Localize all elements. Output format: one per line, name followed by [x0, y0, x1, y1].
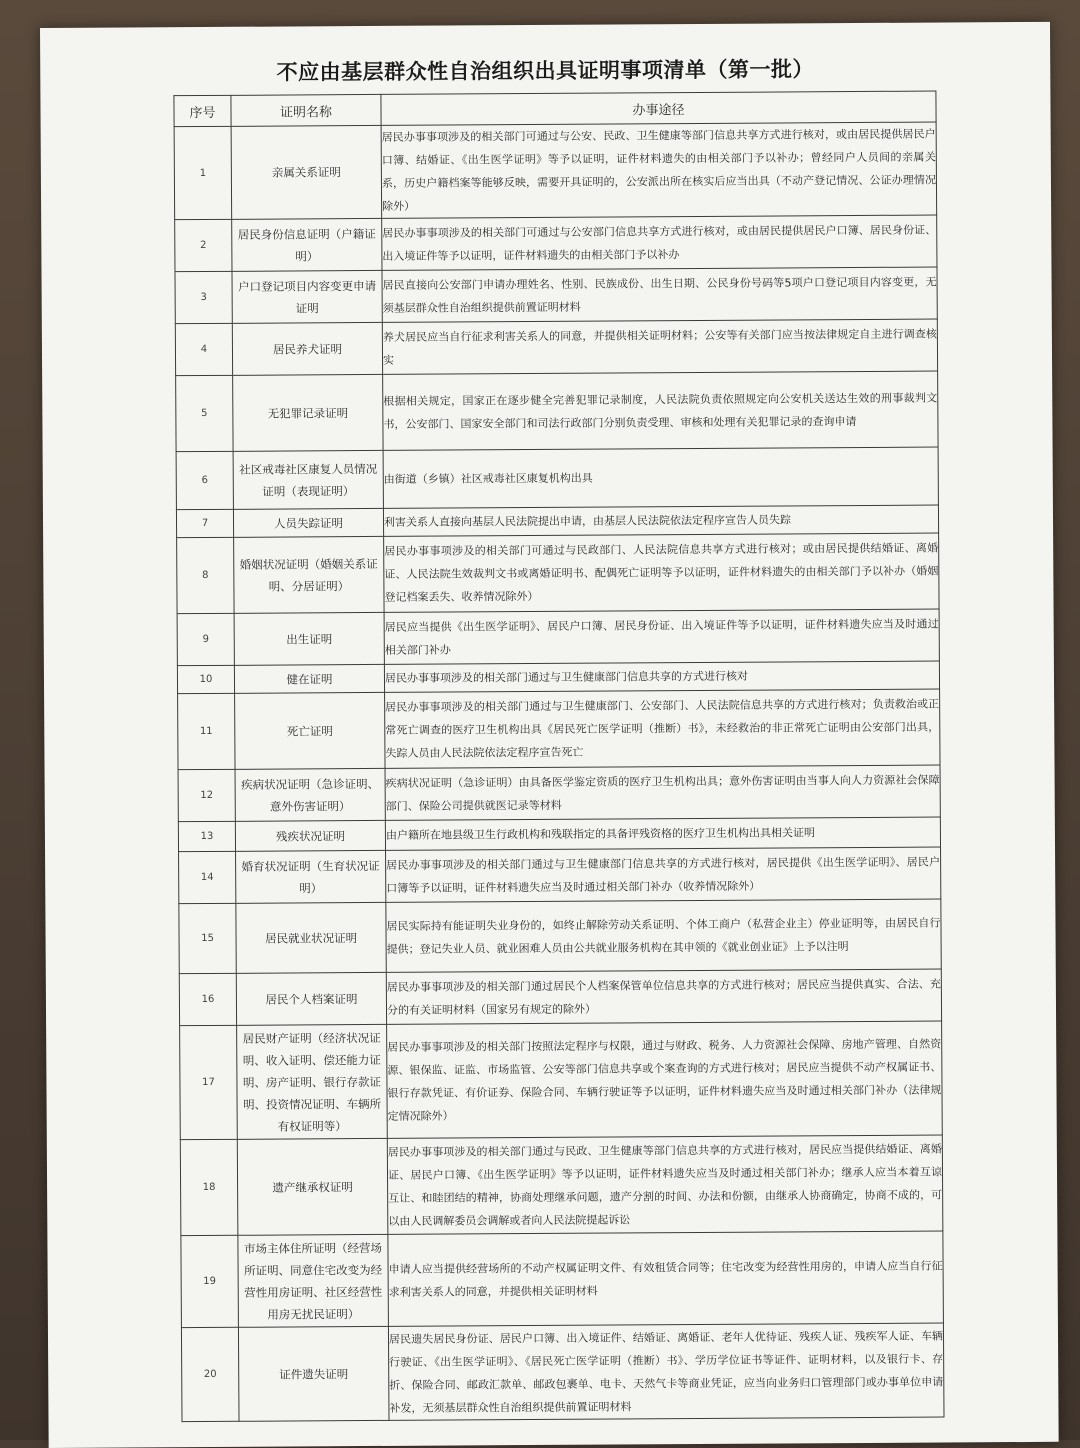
- row-no: 8: [177, 537, 234, 613]
- table-row: [179, 847, 941, 904]
- row-route: 养犬居民应当自行征求利害关系人的同意，并提供相关证明材料；公安等有关部门应当按法律规定自主进行调查核实: [382, 319, 937, 374]
- row-no: 15: [179, 903, 236, 973]
- table-row: [176, 371, 938, 452]
- row-route: 居民直接向公安部门申请办理姓名、性别、民族成份、出生日期、公民身份号码等5项户口登记项目内容变更，无须基层群众性自治组织提供前置证明材料: [382, 267, 937, 322]
- row-name: 户口登记项目内容变更申请证明: [232, 270, 382, 323]
- row-name: 居民身份信息证明（户籍证明）: [232, 218, 382, 271]
- row-no: 18: [180, 1139, 238, 1235]
- row-name: 居民就业状况证明: [236, 902, 386, 973]
- table-row: [179, 899, 941, 974]
- document-title: 不应由基层群众性自治组织出具证明事项清单（第一批）: [276, 56, 815, 85]
- row-route: 疾病状况证明（急诊证明）由具备医学鉴定资质的医疗卫生机构出具；意外伤害证明由当事人向人力资源社会保障部门、保险公司提供就医记录等材料: [385, 765, 940, 820]
- row-no: 19: [181, 1235, 239, 1327]
- row-name: 婚育状况证明（生育状况证明）: [236, 850, 386, 903]
- row-name: 出生证明: [234, 612, 384, 665]
- table-row: [176, 447, 938, 510]
- table-row: [175, 215, 937, 272]
- row-no: 13: [178, 821, 235, 851]
- row-name: 社区戒毒社区康复人员情况证明（表现证明）: [233, 450, 383, 509]
- row-no: 14: [179, 851, 236, 903]
- row-route: 居民实际持有能证明失业身份的，如终止解除劳动关系证明、个体工商户（私营企业主）停业证明等，由居民自行提供；登记失业人员、就业困难人员由公共就业服务机构在其申领的《就业创业证》上予以注明: [386, 899, 941, 972]
- row-route: 居民办事事项涉及的相关部门可通过与公安、民政、卫生健康等部门信息共享方式进行核对，或由居民提供居民户口簿、结婚证、《出生医学证明》等予以证明，证件材料遗失的由相关部门予以补办；曾经同户人员间的亲属关系，历史户籍档案等能够反映，需要开具证明的，公安派出所在核实后应当出具（不动产登记情况、公证办理情况除外）: [381, 122, 937, 218]
- row-name: 疾病状况证明（急诊证明、意外伤害证明）: [235, 768, 385, 821]
- row-no: 3: [175, 271, 232, 323]
- row-name: 市场主体住所证明（经营场所证明、同意住宅改变为经营性用房证明、社区经营性用房无扰民证明）: [238, 1234, 389, 1327]
- row-route: 由街道（乡镇）社区戒毒社区康复机构出具: [383, 447, 938, 508]
- item-list-table: [173, 91, 944, 1423]
- row-route: 根据相关规定，国家正在逐步健全完善犯罪记录制度，人民法院负责依照规定向公安机关送达生效的刑事裁判文书，公安部门、国家安全部门和司法行政部门分别负责受理、审核和处理有关犯罪记录的查询申请: [383, 371, 938, 450]
- table-header-row: [174, 91, 936, 127]
- row-name: 遗产继承权证明: [237, 1138, 388, 1235]
- table-row: [175, 319, 937, 376]
- row-route: 申请人应当提供经营场所的不动产权属证明文件、有效租赁合同等；住宅改变为经营性用房的，申请人应当自行征求利害关系人的同意，并提供相关证明材料: [388, 1231, 944, 1326]
- row-name: 居民财产证明（经济状况证明、收入证明、偿还能力证明、房产证明、银行存款证明、投资情况证明、车辆所有权证明等）: [237, 1024, 388, 1139]
- table-row: [178, 817, 940, 852]
- row-no: 12: [178, 769, 235, 821]
- table-row: [179, 969, 941, 1026]
- table-row: [178, 689, 940, 770]
- row-route: 利害关系人直接向基层人民法院提出申请，由基层人民法院依法定程序宣告人员失踪: [383, 505, 938, 536]
- row-route: 居民办事事项涉及的相关部门可通过与民政部门、人民法院信息共享方式进行核对；或由居民提供结婚证、离婚证、人民法院生效裁判文书或离婚证明书、配偶死亡证明等予以证明，证件材料遗失的由相关部门予以补办（婚姻登记档案丢失、收养情况除外）: [384, 533, 939, 612]
- header-route: 办事途径: [381, 91, 936, 125]
- row-name: 居民养犬证明: [232, 322, 382, 375]
- row-name: 健在证明: [234, 664, 384, 693]
- row-name: 残疾状况证明: [235, 820, 385, 851]
- table-row: [175, 267, 937, 324]
- header-name: 证明名称: [231, 94, 381, 126]
- document-page: [40, 22, 1059, 1448]
- row-name: 人员失踪证明: [233, 508, 383, 537]
- row-no: 9: [177, 613, 234, 665]
- table-row: [174, 122, 937, 220]
- row-no: 2: [175, 219, 232, 271]
- row-route: 居民办事事项涉及的相关部门通过与民政、卫生健康等部门信息共享的方式进行核对，居民应当提供结婚证、离婚证、居民户口簿、《出生医学证明》等予以证明，证件材料遗失应当及时通过相关部门补办；继承人应当本着互谅互让、和睦团结的精神，协商处理继承问题，遗产分割的时间、办法和份额，由继承人协商确定，协商不成的，可以由人民调解委员会调解或者向人民法院提起诉讼: [387, 1135, 943, 1234]
- row-no: 1: [174, 126, 232, 219]
- row-route: 居民办事事项涉及的相关部门可通过与公安部门信息共享方式进行核对，或由居民提供居民户口簿、居民身份证、出入境证件等予以证明，证件材料遗失的由相关部门予以补办: [382, 215, 937, 270]
- row-name: 死亡证明: [235, 692, 385, 769]
- row-route: 居民办事事项涉及的相关部门通过与卫生健康部门信息共享的方式进行核对: [384, 661, 939, 692]
- row-route: 居民办事事项涉及的相关部门按照法定程序与权限，通过与财政、税务、人力资源社会保障、房地产管理、自然资源、银保监、证监、市场监管、公安等部门信息共享或个案查询的方式进行核对；居民应当提供不动产权属证书、银行存款凭证、有价证券、保险合同、车辆行驶证等予以证明，证件材料遗失应当及时通过相关部门补办（法律规定情况除外）: [387, 1021, 943, 1138]
- row-name: 亲属关系证明: [231, 125, 382, 219]
- row-route: 居民办事事项涉及的相关部门通过与卫生健康部门、公安部门、人民法院信息共享的方式进行核对；负责救治或正常死亡调查的医疗卫生机构出具《居民死亡医学证明（推断）书》，未经救治的非正常死亡证明由公安部门出具，失踪人员由人民法院依法定程序宣告死亡: [385, 689, 940, 768]
- row-no: 6: [176, 451, 233, 509]
- row-no: 17: [180, 1025, 238, 1139]
- table-row: [180, 1135, 943, 1236]
- table-row: [178, 765, 940, 822]
- row-no: 5: [176, 375, 233, 451]
- header-no: 序号: [174, 95, 231, 126]
- row-route: 由户籍所在地县级卫生行政机构和残联指定的具备评残资格的医疗卫生机构出具相关证明: [385, 817, 940, 850]
- row-name: 无犯罪记录证明: [233, 374, 383, 451]
- row-no: 20: [181, 1327, 239, 1421]
- row-no: 16: [179, 973, 236, 1025]
- row-no: 10: [177, 665, 234, 693]
- row-name: 婚姻状况证明（婚姻关系证明、分居证明）: [234, 536, 384, 613]
- row-route: 居民遗失居民身份证、居民户口簿、出入境证件、结婚证、离婚证、老年人优待证、残疾人证、残疾军人证、车辆行驶证、《出生医学证明》、《居民死亡医学证明（推断）书》、学历学位证书等证件、证明材料，以及银行卡、存折、保险合同、邮政汇款单、邮政包裹单、电卡、天然气卡等商业凭证，应当向业务归口管理部门或办事单位申请补发，无须基层群众性自治组织提供前置证明材料: [388, 1323, 944, 1420]
- table-row: [180, 1021, 943, 1140]
- table-row: [181, 1323, 944, 1422]
- table-row: [181, 1231, 944, 1328]
- table-row: [177, 609, 939, 666]
- table-row: [177, 533, 939, 614]
- row-no: 4: [175, 323, 232, 375]
- row-no: 7: [176, 509, 233, 537]
- row-route: 居民办事事项涉及的相关部门通过与卫生健康部门信息共享的方式进行核对，居民提供《出生医学证明》、居民户口簿等予以证明，证件材料遗失应当及时通过相关部门补办（收养情况除外）: [386, 847, 941, 902]
- row-name: 居民个人档案证明: [236, 972, 386, 1025]
- row-no: 11: [178, 693, 235, 769]
- row-name: 证件遗失证明: [238, 1326, 389, 1421]
- row-route: 居民办事事项涉及的相关部门通过居民个人档案保管单位信息共享的方式进行核对；居民应当提供真实、合法、充分的有关证明材料（国家另有规定的除外）: [386, 969, 941, 1024]
- row-route: 居民应当提供《出生医学证明》、居民户口簿、居民身份证、出入境证件等予以证明，证件材料遗失应当及时通过相关部门补办: [384, 609, 939, 664]
